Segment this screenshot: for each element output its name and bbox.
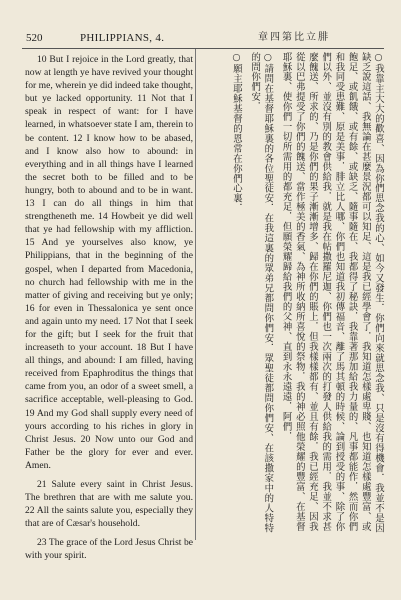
english-paragraph-verses-10-20: 10 But I rejoice in the Lord greatly, that now at length ye have revived your thought for me, wherein ye did indeed take thought, but ye lacked opportunity. 11 Not that I speak in respect of want: for I have learned, in whatsoever state I am, therein to be content. 12 I know how to be abased, and I know also how to abound: in everything and in all things have I learned the secret both to be filled and to be hungry, both to abound and to be in want. 13 I can do all things in him that strengtheneth me. 14 Howbeit ye did well that ye had fellowship with my affliction. 15 And ye yourselves also know, ye Philippians, that in the beginning of the gospel, when I departed from Macedonia, no church had fellowship with me in the matter of giving and receiving but ye only; 16 for even in Thessalonica ye sent once and again unto my need. 17 Not that I seek for the gift; but I seek for the fruit that increaseth to your account. 18 But I have all things, and abound: I am filled, having received from Epaphroditus the things that came from you, an odor of a sweet smell, a sacrifice acceptable, well-pleasing to God. 19 And my God shall supply every need of yours according to his riches in glory in Christ Jesus. 20 Now unto our God and Father be the glory for ever and ever. Amen. [25, 54, 193, 471]
chinese-paragraph-verses-10-20: ○我靠主大大的歡喜、因為你們思念我的心、如今又發生．你們向來就思念我、只是沒有得機會．我並不是因缺乏說這話、我無論在甚麼景況都可以知足、這是我已經學會了．我知道怎樣處卑賤、也知道怎樣處豐富、或飽足、或飢餓、或有餘、或缺乏、隨事隨在、我都得了秘訣．我靠著那加給我力量的、凡事都能作．然而你們和我同受患難、原是美事．腓立比人哪、你們也知道我初傳福音、離了馬其頓的時候、論到授受的事、除了你們以外、並沒有別的教會供給我．就是我在帖撒羅尼迦、你們也一次兩次的打發人供給我的需用．我並不求甚麼餽送、所求的、乃是你們的果子漸漸增多、歸在你們的賬上．但我樣樣都有、並且有餘．我已經充足、因我從以巴弗提受了你們的餽送、當作極美的香氣、為神所收納所喜悅的祭物．我的神必照他榮耀的豐富、在基督耶穌裏、使你們一切所需用的都充足．但願榮耀歸給我們的父神、直到永永遠遠．阿們． [280, 52, 384, 534]
chinese-paragraph-verses-21-22: ○請問在基督耶穌裏的各位聖徒安．在我這裏的眾弟兄都問你們安．眾聖徒都問你們安、在該撒家中的人特特的問你們安． [249, 52, 274, 534]
chinese-paragraph-verse-23: ○願主耶穌基督的恩常在你們心裏． [230, 52, 242, 214]
english-paragraph-verses-21-22: 21 Salute every saint in Christ Jesus. The brethren that are with me salute you. 22 All the saints salute you, especially they that are of Cæsar's household. [25, 479, 193, 530]
column-divider [195, 49, 196, 540]
chinese-book-title: 章四第比立腓 [258, 32, 330, 43]
chinese-text-column [199, 52, 385, 538]
page-number: 520 [26, 32, 43, 44]
page-header [22, 30, 384, 46]
header-rule [22, 48, 384, 49]
english-paragraph-verse-23: 23 The grace of the Lord Jesus Christ be with your spirit. [25, 537, 193, 562]
english-text-column [25, 53, 193, 563]
book-title: PHILIPPIANS, 4. [80, 32, 165, 44]
